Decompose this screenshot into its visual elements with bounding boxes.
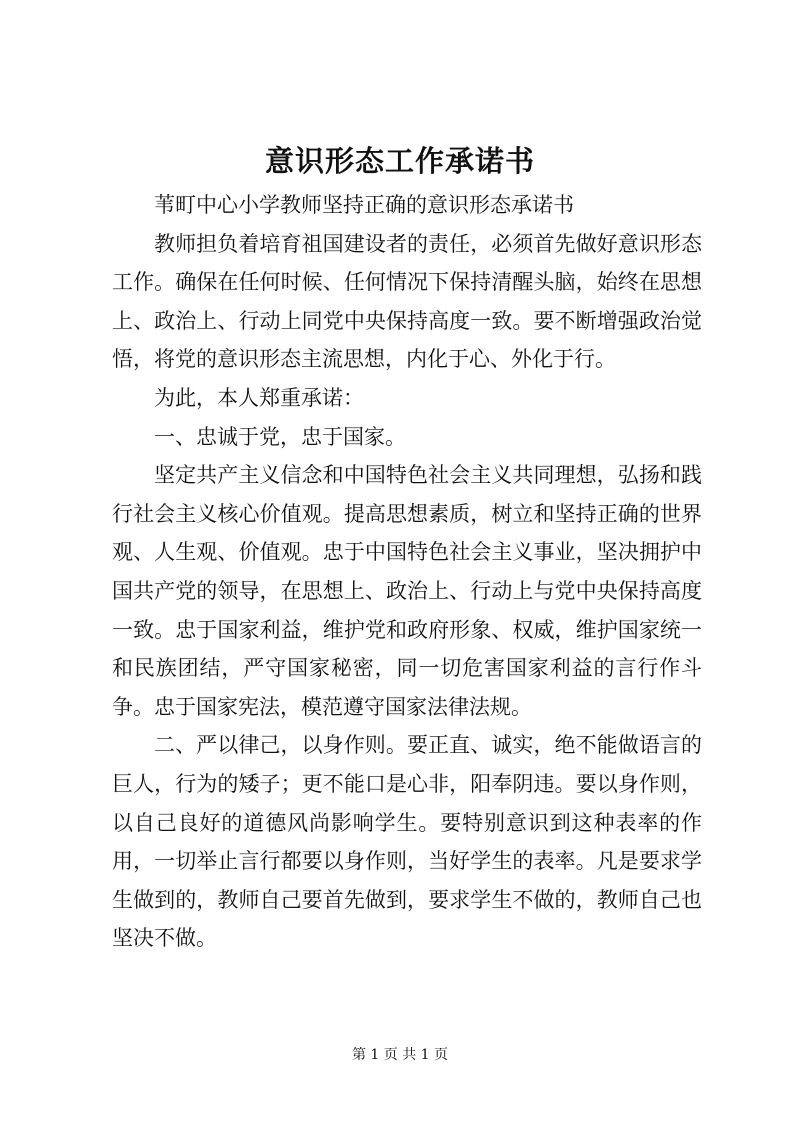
paragraph-section-one-heading: 一、忠诚于党，忠于国家。 <box>154 424 406 449</box>
paragraph-intro: 教师担负着培育祖国建设者的责任，必须首先做好意识形态工作。确保在任何时候、任何情况下保持清醒头脑，始终在思想上、政治上、行动上同党中央保持高度一致。要不断增强政治觉悟，将党的意识形态主流思想，内化于心、外化于行。 <box>112 231 702 372</box>
paragraph-pledge-lead: 为此，本人郑重承诺： <box>154 385 364 410</box>
page-number-footer: 第 1 页 共 1 页 <box>351 1047 449 1063</box>
paragraph-subtitle: 苇町中心小学教师坚持正确的意识形态承诺书 <box>154 193 574 217</box>
document-body <box>112 186 702 958</box>
document-title: 意识形态工作承诺书 <box>264 144 535 178</box>
paragraph-section-two: 二、严以律己，以身作则。要正直、诚实，绝不能做语言的巨人，行为的矮子；更不能口是心非，阳奉阴违。要以身作则，以自己良好的道德风尚影响学生。要特别意识到这种表率的作用，一切举止言行都要以身作则，当好学生的表率。凡是要求学生做到的，教师自己要首先做到，要求学生不做的，教师自己也坚决不做。 <box>112 733 702 951</box>
paragraph-section-one-body: 坚定共产主义信念和中国特色社会主义共同理想，弘扬和践行社会主义核心价值观。提高思想素质，树立和坚持正确的世界观、人生观、价值观。忠于中国特色社会主义事业，坚决拥护中国共产党的领导，在思想上、政治上、行动上与党中央保持高度一致。忠于国家利益，维护党和政府形象、权威，维护国家统一和民族团结，严守国家秘密，同一切危害国家利益的言行作斗争。忠于国家宪法，模范遵守国家法律法规。 <box>112 463 702 719</box>
